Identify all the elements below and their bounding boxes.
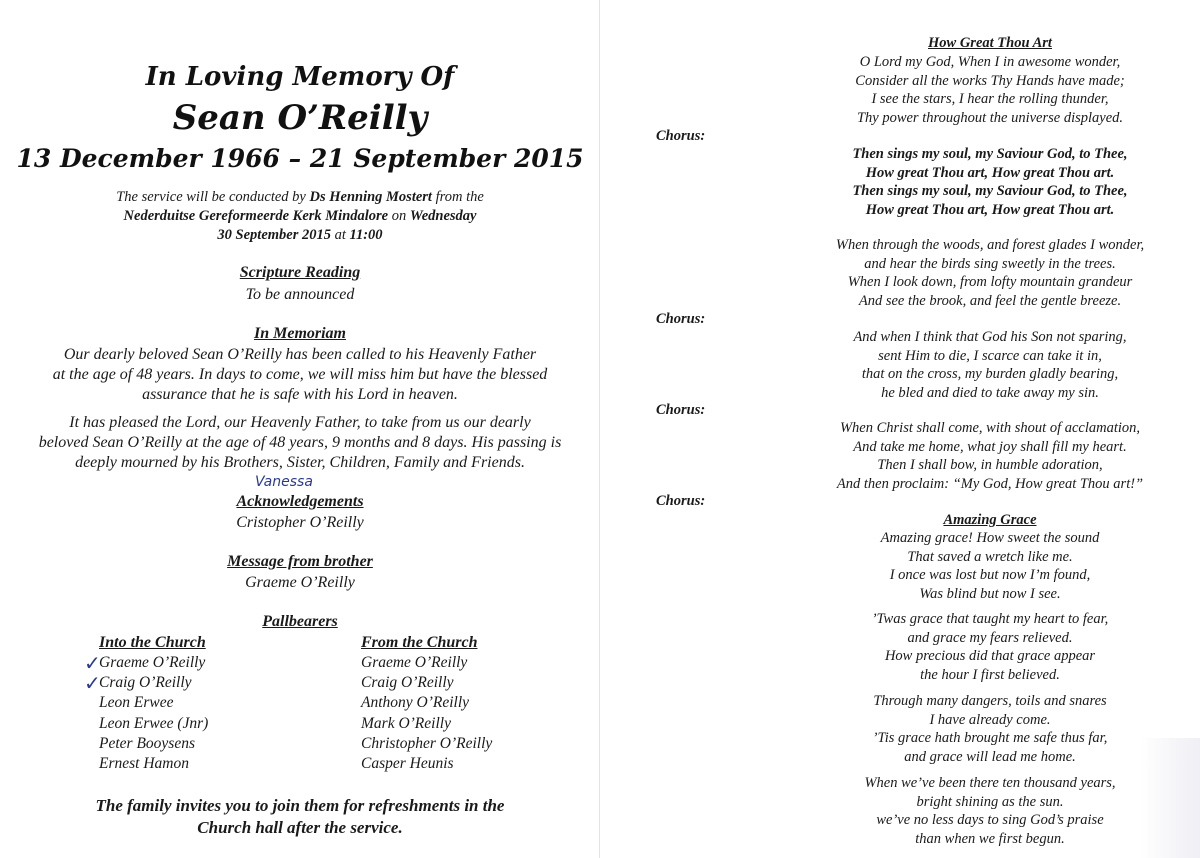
right-page [600,0,1200,858]
lyric-line: I see the stars, I hear the rolling thunder, [871,91,1109,107]
lyric-line: And take me home, what joy shall fill my heart. [853,438,1127,455]
checkmark-icon: ✓ [84,651,101,675]
hymn1-verse-3 [780,328,1200,402]
pallbearer-name: Leon Erwee [99,694,174,712]
lyric-line: ’Twas grace that taught my heart to fear, [871,611,1109,627]
lyric-line: When through the woods, and forest glades I wonder, [835,237,1145,253]
hymn1-verse-2 [780,236,1200,310]
pallbearer-name: Graeme O’Reilly [361,654,468,671]
lyric-line: When we’ve been there ten thousand years, [864,775,1116,791]
life-dates: 13 December 1966 – 21 September 2015 [16,144,584,173]
lyric-line: than when we first begun. [915,830,1065,847]
lyric-line: Through many dangers, toils and snares [873,693,1107,709]
into-church-list [99,653,208,774]
lyric-line: How precious did that grace appear [884,648,1096,664]
scripture-heading: Scripture Reading [239,264,361,281]
service-details [0,188,600,245]
chorus-label: Chorus: [656,311,706,327]
lyric-line: the hour I first believed. [920,666,1060,683]
into-church-heading: Into the Church [99,634,206,651]
pallbearer-name: Craig O’Reilly [361,674,454,692]
lyric-line: And when I think that God his Son not sparing, [853,329,1127,345]
lyric-line: I once was lost but now I’m found, [889,567,1091,583]
lyric-line: that on the cross, my burden gladly bearing, [861,366,1119,382]
hymn2-verse-4 [780,774,1200,848]
pallbearer-name: Leon Erwee (Jnr) [99,714,209,732]
lyric-line: Consider all the works Thy Hands have made; [855,72,1125,89]
service-text: from the [431,189,484,205]
service-text: at [331,227,350,243]
chorus-line: Then sings my soul, my Saviour God, to Thee, [852,183,1128,199]
chorus-label: Chorus: [656,493,706,509]
lyric-line: Was blind but now I see. [919,585,1061,602]
lyric-line: Then I shall bow, in humble adoration, [877,457,1103,473]
lyric-line: When Christ shall come, with shout of acclamation, [839,420,1141,436]
message-name: Graeme O’Reilly [245,574,355,591]
hymn-title-how-great: How Great Thou Art [928,35,1052,51]
service-time: 11:00 [349,227,383,243]
chorus-line: Then sings my soul, my Saviour God, to Thee, [852,146,1128,162]
lyric-line: and hear the birds sing sweetly in the trees. [864,255,1116,272]
lyric-line: I have already come. [929,711,1051,728]
lyric-line: sent Him to die, I scarce can take it in, [878,347,1102,364]
deceased-name: Sean O’Reilly [172,98,428,138]
lyric-line: And see the brook, and feel the gentle breeze. [858,292,1122,309]
hymn1-chorus [780,145,1200,219]
lyric-line: That saved a wretch like me. [907,548,1073,565]
from-church-heading: From the Church [361,634,478,651]
invite-line: The family invites you to join them for refreshments in the [95,796,505,815]
church-name: Nederduitse Gereformeerde Kerk Mindalore [123,208,389,224]
lyric-line: bright shining as the sun. [916,793,1064,810]
chorus-line: How great Thou art, How great Thou art. [865,201,1115,218]
pallbearer-name: Peter Booysens [99,734,195,752]
hymn1-verse-1 [780,53,1200,127]
chorus-label: Chorus: [656,128,706,144]
memoriam-paragraph-1 [0,345,600,405]
service-day: Wednesday [409,208,477,224]
memoriam-line: Our dearly beloved Sean O’Reilly has been called to his Heavenly Father [63,346,537,363]
pallbearer-name: Ernest Hamon [99,755,189,773]
in-loving-memory-heading: In Loving Memory Of [145,62,455,92]
service-text: on [388,208,410,224]
memoriam-paragraph-2 [0,413,600,473]
message-heading: Message from brother [227,553,373,570]
acknowledgements-name: Cristopher O’Reilly [236,514,364,531]
lyric-line: When I look down, from lofty mountain grandeur [847,274,1133,290]
lyric-line: and grace will lead me home. [904,748,1076,765]
pallbearers-heading: Pallbearers [262,613,338,630]
scan-shadow [1140,738,1200,858]
service-text: The service will be conducted by [116,189,310,205]
hymn2-verse-3 [780,692,1200,766]
chorus-label: Chorus: [656,402,706,418]
lyric-line: ’Tis grace hath brought me safe thus far, [872,730,1108,746]
lyric-line: Thy power throughout the universe displayed. [856,109,1124,126]
refreshments-invitation [0,795,600,839]
lyric-line: we’ve no less days to sing God’s praise [876,812,1104,828]
invite-line: Church hall after the service. [197,818,403,837]
pallbearer-name: Anthony O’Reilly [361,694,470,712]
service-date: 30 September 2015 [217,227,331,243]
memoriam-line: assurance that he is safe with his Lord in heaven. [142,386,458,403]
handwritten-annotation: Vanessa [255,474,313,490]
hymn1-verse-4 [780,419,1200,493]
pallbearer-name: Graeme O’Reilly [99,654,206,671]
checkmark-icon: ✓ [84,671,101,695]
memoriam-heading: In Memoriam [253,325,346,342]
lyric-line: And then proclaim: “My God, How great Thou art!” [836,475,1144,492]
from-church-column [361,633,492,774]
from-church-list [361,653,492,774]
hymn2-verse-1 [780,529,1200,603]
pallbearer-name: Christopher O’Reilly [361,734,493,752]
pallbearer-name: Mark O’Reilly [361,714,451,732]
hymn2-verse-2 [780,610,1200,684]
memoriam-line: deeply mourned by his Brothers, Sister, Children, Family and Friends. [75,454,525,471]
acknowledgements-heading: Acknowledgements [236,493,364,510]
chorus-line: How great Thou art, How great Thou art. [865,164,1115,181]
hymn-title-amazing-grace: Amazing Grace [943,512,1037,528]
lyric-line: and grace my fears relieved. [907,629,1073,646]
memoriam-line: It has pleased the Lord, our Heavenly Father, to take from us our dearly [69,414,531,431]
minister-name: Ds Henning Mostert [309,189,432,205]
memoriam-line: at the age of 48 years. In days to come, we will miss him but have the blessed [52,366,548,383]
memoriam-line: beloved Sean O’Reilly at the age of 48 years, 9 months and 8 days. His passing is [38,434,562,451]
pallbearer-name: Craig O’Reilly [99,674,192,692]
lyric-line: Amazing grace! How sweet the sound [880,530,1100,546]
lyric-line: O Lord my God, When I in awesome wonder, [859,54,1121,70]
into-church-column [99,633,208,774]
scripture-text: To be announced [245,286,355,303]
pallbearer-name: Casper Heunis [361,755,454,773]
lyric-line: he bled and died to take away my sin. [881,384,1099,401]
